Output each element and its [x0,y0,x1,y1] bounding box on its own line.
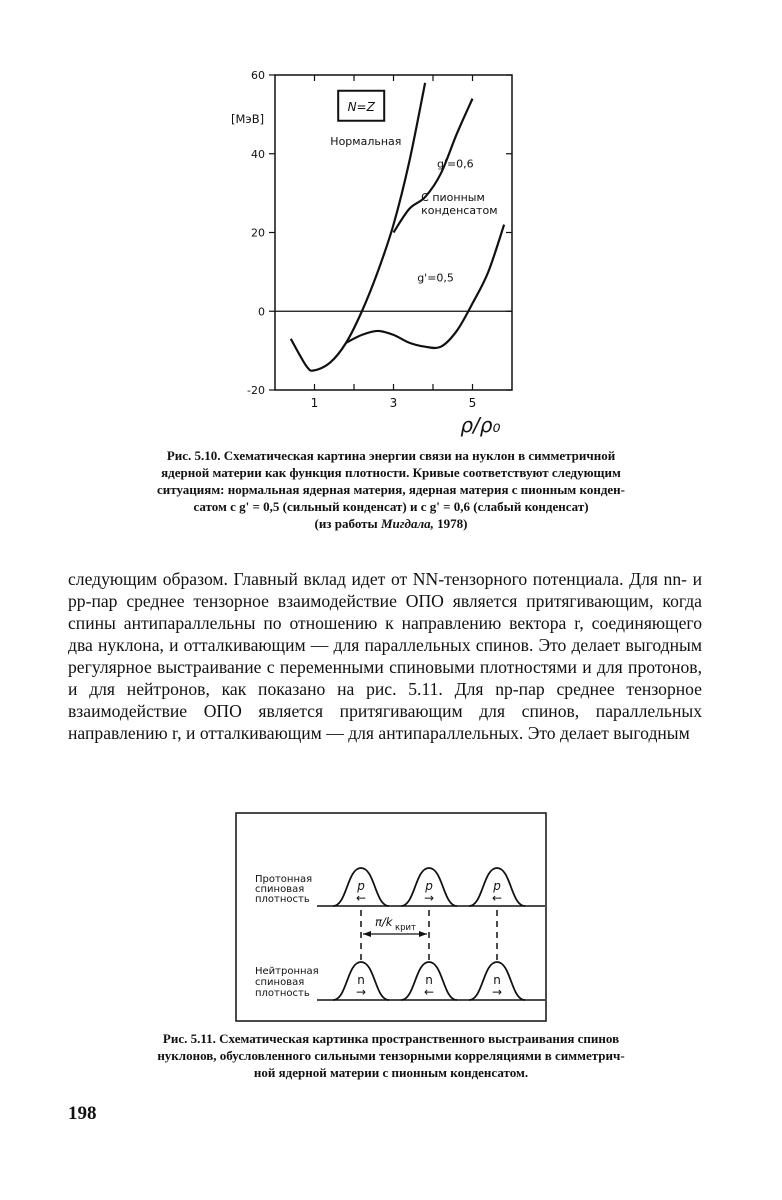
proton-peak-label: p [493,879,501,893]
arrow-right-icon: → [423,891,435,905]
x-tick-label: 3 [389,396,398,410]
y-tick-label: 40 [251,147,265,161]
x-axis-label: ρ/ρ₀ [460,413,501,437]
caption-line: Рис. 5.11. Схематическая картинка пространственного выстраивания спинов [162,1031,620,1046]
caption-line: ситуациям: нормальная ядерная материя, ядерная материя с пионным конден- [157,482,625,497]
proton-peak-label: p [357,879,365,893]
body-paragraph: следующим образом. Главный вклад идет от NN-тензорного потенциала. Для nn- и pp-пар среднее тензорное взаимодействие ОПО является притягивающим, когда спины антипараллельны по отношению к направлению вектора r, соединяющего два нуклона, и отталкивающим — для параллельных спинов. Это делает выгодным регулярное выстраивание с переменными спиновыми плотностями и для протонов, и для нейтронов, как показано на рис. 5.11. Для np-пар среднее тензорное взаимодействие ОПО является притягивающим для спинов, параллельных направлению r, и отталкивающим — для антипараллельных. Это делает выгодным [68,569,702,743]
arrow-left-icon: ← [491,891,503,905]
label-pion-1: С пионным [421,191,485,204]
arrowhead-left-icon [363,931,371,937]
neutron-peak-label: n [493,973,501,987]
arrow-right-icon: → [355,985,367,999]
arrow-left-icon: ← [423,985,435,999]
figure-5-11-caption [68,1030,714,1081]
caption-line: нуклонов, обусловленного сильными тензорными корреляциями в симметрич- [157,1048,625,1063]
y-tick-label: 0 [258,305,265,319]
caption-line: Рис. 5.10. Схематическая картина энергии связи на нуклон в симметричной [166,448,616,463]
neutron-row-label: плотность [255,988,310,999]
y-tick-label: 60 [251,69,265,82]
caption-source: (из работы Мигдала, 1978) [314,516,468,531]
arrow-right-icon: → [491,985,503,999]
arrowhead-right-icon [419,931,427,937]
neutron-peak-label: n [357,973,365,987]
y-tick-label: -20 [247,384,265,397]
nz-label: N=Z [347,99,375,114]
caption-line: ной ядерной материи с пионным конденсатом. [253,1065,529,1080]
proton-peak-label: p [425,879,433,893]
neutron-row-label: спиновая [255,977,305,988]
label-g06: g'=0,6 [436,157,474,171]
label-normal: Нормальная [330,134,402,148]
binding-energy-chart [230,60,530,440]
neutron-peak-label: n [425,973,433,987]
spin-alignment-figure [235,812,547,1022]
proton-row-label: Протонная [255,874,313,885]
x-tick-label: 5 [468,396,477,410]
chart-series [291,83,504,371]
arrow-left-icon: ← [355,891,367,905]
caption-line: сатом с g' = 0,5 (сильный конденсат) и с g' = 0,6 (слабый конденсат) [193,499,589,514]
y-axis-unit: [МэВ] [231,112,265,126]
chart-labels [330,91,497,285]
distance-label: π/k [375,915,393,929]
label-pion-2: конденсатом [421,203,498,217]
series-line-0 [291,83,425,371]
proton-row-label: спиновая [255,884,305,895]
caption-line: ядерной материи как функция плотности. Кривые соответствуют следующим [161,465,621,480]
page-number: 198 [68,1103,97,1124]
distance-subscript: крит [395,923,417,933]
label-g05: g'=0,5 [417,271,454,285]
neutron-row-label: Нейтронная [255,966,319,977]
y-tick-label: 20 [251,226,265,240]
chart-ticks [231,69,512,437]
figure-5-10-caption [68,447,714,532]
series-line-2 [346,225,504,348]
x-tick-label: 1 [310,396,319,410]
proton-row-label: плотность [255,894,310,905]
